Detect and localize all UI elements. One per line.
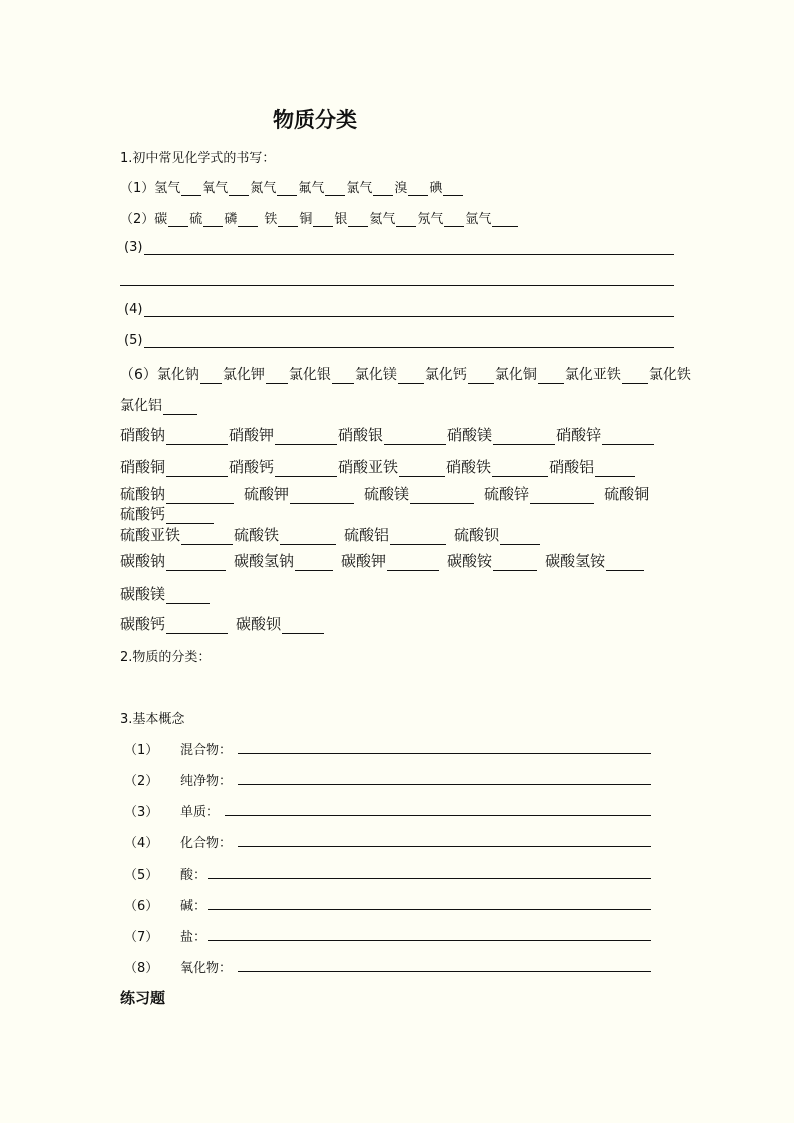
item-label: 硫酸铝 xyxy=(344,526,390,544)
answer-blank[interactable] xyxy=(200,371,222,384)
answer-blank[interactable] xyxy=(275,464,337,477)
answer-line[interactable] xyxy=(144,254,674,255)
line-3-label: (3) xyxy=(124,240,143,255)
line-6 xyxy=(120,364,691,384)
item-label: 硝酸钙 xyxy=(229,458,275,476)
answer-blank[interactable] xyxy=(282,621,324,634)
answer-blank[interactable] xyxy=(166,558,226,571)
line-5-label: (5) xyxy=(124,333,143,348)
item-label: 硝酸铝 xyxy=(549,458,595,476)
section-1-heading: 1.初中常见化学式的书写： xyxy=(120,151,276,166)
answer-blank[interactable] xyxy=(390,532,446,545)
answer-blank[interactable] xyxy=(530,491,594,504)
answer-blank[interactable] xyxy=(410,491,474,504)
item-label: 碳 xyxy=(154,212,168,227)
answer-blank[interactable] xyxy=(166,591,210,604)
concept-label: 氧化物： xyxy=(180,961,233,976)
answer-blank[interactable] xyxy=(277,183,297,196)
item-label: 硫酸锌 xyxy=(484,485,530,503)
item-label: 碳酸氢钠 xyxy=(234,552,295,570)
answer-line[interactable] xyxy=(120,285,674,286)
answer-blank[interactable] xyxy=(290,491,354,504)
concept-num: （3） xyxy=(124,805,159,820)
answer-line[interactable] xyxy=(208,940,651,941)
answer-blank[interactable] xyxy=(399,464,445,477)
answer-blank[interactable] xyxy=(398,371,424,384)
item-label: 硝酸银 xyxy=(338,426,384,444)
item-label: 硫酸铁 xyxy=(234,526,280,544)
answer-blank[interactable] xyxy=(278,214,298,227)
item-label: 碳酸镁 xyxy=(120,585,166,603)
item-label: 氟气 xyxy=(298,181,325,196)
answer-blank[interactable] xyxy=(595,464,635,477)
concept-label: 混合物： xyxy=(180,743,233,758)
answer-blank[interactable] xyxy=(166,511,214,524)
nitrates-row-2 xyxy=(120,456,636,477)
item-label: 硝酸亚铁 xyxy=(338,458,399,476)
answer-blank[interactable] xyxy=(348,214,368,227)
item-label: 硝酸镁 xyxy=(447,426,493,444)
answer-blank[interactable] xyxy=(203,214,223,227)
line-4-label: (4) xyxy=(124,302,143,317)
item-label: 碳酸铵 xyxy=(447,552,493,570)
item-label: 铁 xyxy=(264,212,278,227)
item-label: 硝酸钠 xyxy=(120,426,166,444)
item-label: 氯化钾 xyxy=(222,367,265,383)
answer-blank[interactable] xyxy=(492,464,548,477)
item-label: 氯化镁 xyxy=(354,367,397,383)
item-label: 硫酸钙 xyxy=(120,505,166,523)
item-label: 硝酸铜 xyxy=(120,458,166,476)
item-label: 氯化铁 xyxy=(648,367,691,383)
item-label: 氖气 xyxy=(417,212,444,227)
answer-blank[interactable] xyxy=(443,183,463,196)
answer-blank[interactable] xyxy=(325,183,345,196)
section-3-heading: 3.基本概念 xyxy=(120,712,185,727)
answer-blank[interactable] xyxy=(295,558,333,571)
answer-blank[interactable] xyxy=(492,214,518,227)
sulfates-row-1-cont xyxy=(120,503,215,524)
sulfates-row-2 xyxy=(120,524,541,545)
answer-line[interactable] xyxy=(144,316,674,317)
answer-line[interactable] xyxy=(225,815,651,816)
item-label: 氯化铜 xyxy=(494,367,537,383)
item-label: 硫酸钠 xyxy=(120,485,166,503)
item-label: 氦气 xyxy=(369,212,396,227)
line-2 xyxy=(120,208,519,227)
item-label: 氯化钠 xyxy=(156,367,199,383)
answer-blank[interactable] xyxy=(387,558,439,571)
answer-line[interactable] xyxy=(238,971,651,972)
answer-blank[interactable] xyxy=(622,371,648,384)
answer-blank[interactable] xyxy=(280,532,336,545)
answer-blank[interactable] xyxy=(313,214,333,227)
answer-blank[interactable] xyxy=(266,371,288,384)
item-label: 氢气 xyxy=(154,181,181,196)
answer-line[interactable] xyxy=(238,753,651,754)
line-6-cont xyxy=(120,395,198,415)
concept-label: 单质： xyxy=(180,805,220,820)
nitrates-row-1 xyxy=(120,424,655,445)
answer-line[interactable] xyxy=(144,347,674,348)
answer-blank[interactable] xyxy=(229,183,249,196)
item-label: 氩气 xyxy=(465,212,492,227)
item-label: 硝酸锌 xyxy=(556,426,602,444)
item-label: 硫酸亚铁 xyxy=(120,526,181,544)
concept-num: （1） xyxy=(124,743,159,758)
item-label: 氯化亚铁 xyxy=(564,367,621,383)
item-label: 氯化钙 xyxy=(424,367,467,383)
line-1 xyxy=(120,177,464,196)
concept-label: 碱： xyxy=(180,899,207,914)
item-label: 氯化银 xyxy=(288,367,331,383)
item-label: 氯气 xyxy=(346,181,373,196)
carbonates-row-1-cont xyxy=(120,583,211,604)
answer-line[interactable] xyxy=(238,784,651,785)
item-label: 氯化铝 xyxy=(120,398,162,414)
concept-num: （2） xyxy=(124,774,159,789)
answer-line[interactable] xyxy=(208,909,651,910)
answer-blank[interactable] xyxy=(606,558,644,571)
answer-blank[interactable] xyxy=(238,214,258,227)
answer-blank[interactable] xyxy=(408,183,428,196)
answer-blank[interactable] xyxy=(444,214,464,227)
line-2-prefix: （2） xyxy=(120,212,155,227)
item-label: 碳酸钙 xyxy=(120,615,166,633)
concept-num: （5） xyxy=(124,868,159,883)
concept-num: （6） xyxy=(124,899,159,914)
line-6-prefix: （6） xyxy=(120,367,157,383)
item-label: 硫 xyxy=(189,212,203,227)
sulfates-row-1 xyxy=(120,483,649,504)
page-title: 物质分类 xyxy=(273,107,357,132)
item-label: 硫酸钾 xyxy=(244,485,290,503)
answer-blank[interactable] xyxy=(166,432,228,445)
item-label: 硝酸钾 xyxy=(229,426,275,444)
item-label: 碳酸钡 xyxy=(236,615,282,633)
answer-blank[interactable] xyxy=(166,621,228,634)
item-label: 碳酸钠 xyxy=(120,552,166,570)
answer-blank[interactable] xyxy=(468,371,494,384)
answer-blank[interactable] xyxy=(602,432,654,445)
item-label: 氧气 xyxy=(202,181,229,196)
item-label: 磷 xyxy=(224,212,238,227)
item-label: 硫酸钡 xyxy=(454,526,500,544)
section-2-heading: 2.物质的分类： xyxy=(120,650,211,665)
item-label: 硫酸铜 xyxy=(604,485,650,503)
answer-blank[interactable] xyxy=(500,532,540,545)
concept-label: 酸： xyxy=(180,868,207,883)
item-label: 碳酸钾 xyxy=(341,552,387,570)
answer-blank[interactable] xyxy=(181,532,233,545)
answer-blank[interactable] xyxy=(166,464,228,477)
answer-blank[interactable] xyxy=(493,432,555,445)
answer-blank[interactable] xyxy=(373,183,393,196)
answer-line[interactable] xyxy=(208,878,651,879)
item-label: 银 xyxy=(334,212,348,227)
item-label: 碳酸氢铵 xyxy=(545,552,606,570)
answer-line[interactable] xyxy=(238,846,651,847)
concept-label: 纯净物： xyxy=(180,774,233,789)
line-1-prefix: （1） xyxy=(120,181,155,196)
concept-num: （8） xyxy=(124,961,159,976)
concept-label: 盐： xyxy=(180,930,207,945)
exercise-heading: 练习题 xyxy=(120,989,166,1007)
item-label: 铜 xyxy=(299,212,313,227)
concept-label: 化合物： xyxy=(180,836,233,851)
answer-blank[interactable] xyxy=(332,371,354,384)
answer-blank[interactable] xyxy=(181,183,201,196)
answer-blank[interactable] xyxy=(168,214,188,227)
answer-blank[interactable] xyxy=(493,558,537,571)
carbonates-row-2 xyxy=(120,613,325,634)
answer-blank[interactable] xyxy=(163,402,197,415)
item-label: 碘 xyxy=(429,181,443,196)
concept-num: （7） xyxy=(124,930,159,945)
answer-blank[interactable] xyxy=(538,371,564,384)
item-label: 硫酸镁 xyxy=(364,485,410,503)
carbonates-row-1 xyxy=(120,550,645,571)
item-label: 硝酸铁 xyxy=(446,458,492,476)
concept-num: （4） xyxy=(124,836,159,851)
answer-blank[interactable] xyxy=(275,432,337,445)
answer-blank[interactable] xyxy=(396,214,416,227)
answer-blank[interactable] xyxy=(384,432,446,445)
item-label: 溴 xyxy=(394,181,408,196)
item-label: 氮气 xyxy=(250,181,277,196)
